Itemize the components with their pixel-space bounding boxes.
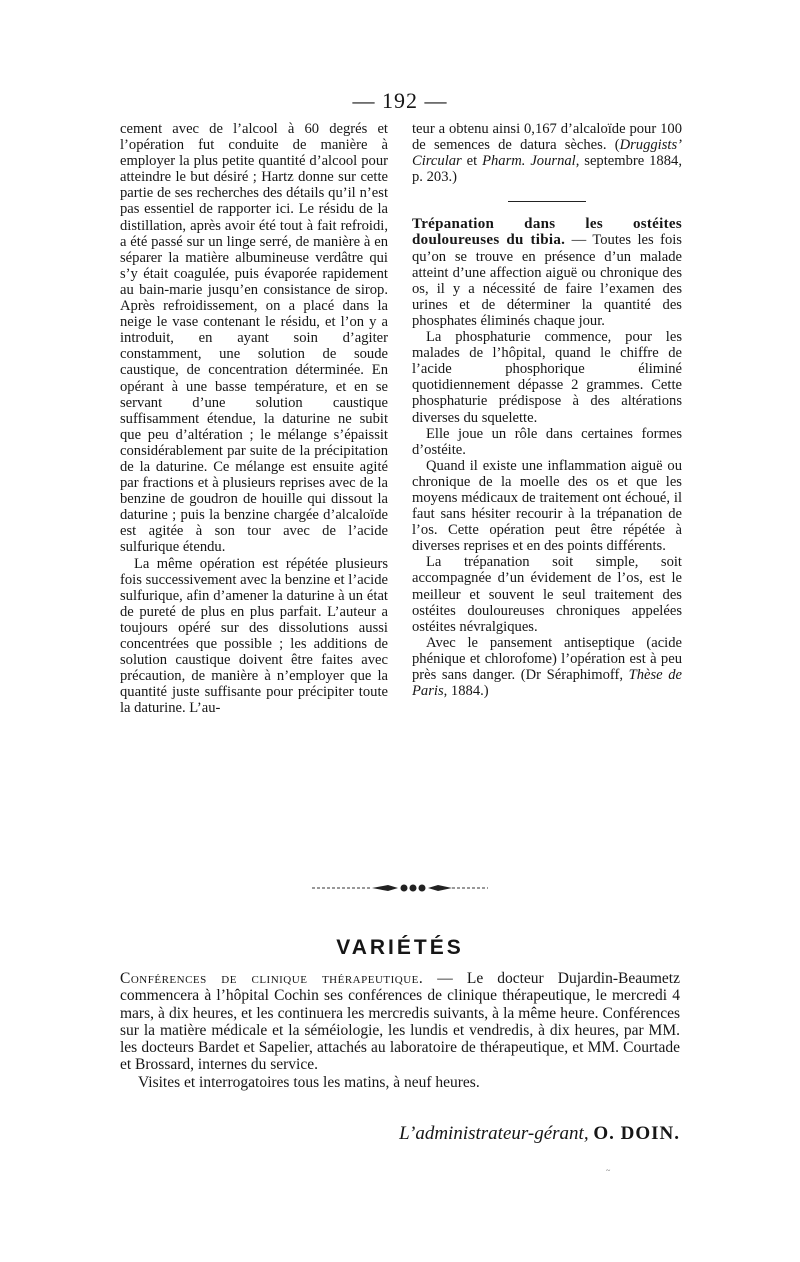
article-title: Trépanation dans les ostéites douloureuses du tibia. [412, 216, 682, 249]
intro-text-mid: et [461, 153, 483, 170]
conference-text: — Le docteur Dujardin-Beaumetz commencera à l’hôpital Cochin ses conférences de clinique thérapeutique, le mercredi 4 mars, à dix heures, et les continuera les mercredis suivants, à la même heure. Conférences sur la matière médicale et la séméiologie, les lundis et vendredis, à dix heures, par MM. les docteurs Bardet et Sapelier, attachés au laboratoire de thérapeutique, et MM. Courtade et Brossard, internes du service. [120, 970, 680, 1074]
left-column [120, 121, 388, 716]
section-title: VARIÉTÉS [336, 936, 464, 959]
conference-label: Conférences de clinique thérapeutique. [120, 970, 424, 987]
varietes-section [120, 970, 680, 1091]
last-text-end: , 1884.) [443, 683, 489, 700]
section-divider [508, 201, 586, 202]
page-number: — 192 — [352, 88, 448, 113]
signature-role: L’administrateur-gérant, [399, 1123, 589, 1144]
right-paragraph-3: Quand il existe une inflammation aiguë ou chronique de la moelle des os et que les moyens médicaux de traitement ont échoué, il faut sans hésiter recourir à la trépanation de l’os. Cette opération peut être répétée à diverses reprises et en des points différents. [412, 457, 682, 555]
signature-name: O. DOIN. [593, 1123, 680, 1144]
right-last-paragraph [412, 635, 682, 699]
left-paragraph-1: cement avec de l’alcool à 60 degrés et l’opération fut conduite de manière à employer la plus petite quantité d’alcool pour atteindre le but désiré ; Hartz donne sur cette partie de ses recherches des détails qu’il n’est pas essentiel de rapporter ici. Le résidu de la distillation, après avoir été tout à fait refroidi, a été passé sur un linge serré, de manière à en séparer la matière albumineuse verdâtre qui s’y était coagulée, puis évaporée rapidement au bain-marie jusqu’en consistance de sirop. Après refroidissement, on a placé dans la neige le vase contenant le résidu, et l’on y a introduit, en ayant soin d’agiter constamment, une solution de soude caustique, de concentration déterminée. En opérant à une basse température, et en se servant d’une solution caustique suffisamment étendue, la daturine ne subit que peu d’altération ; le mélange s’épaissit considérablement par suite de la précipitation de la daturine. Ce mélange est ensuite agité par fractions et à plusieurs reprises avec de la benzine de goudron de houille qui dissout la daturine ; puis la benzine chargée d’alcaloïde est agitée à son tour avec de l’acide sulfurique étendu. [120, 121, 388, 556]
visits-line: Visites et interrogatoires tous les matins, à neuf heures. [138, 1073, 480, 1091]
intro-reference-2: Pharm. Journal [482, 153, 576, 170]
left-paragraph-2: La même opération est répétée plusieurs fois successivement avec la benzine et l’acide sulfurique, afin d’amener la daturine à un état de pureté de plus en plus parfait. L’auteur a toujours opéré sur des dissolutions aussi concentrées que possible ; les additions de solution caustique doivent être faites avec précaution, de manière à n’employer que la quantité juste suffisante pour précipiter toute la daturine. L’au- [120, 555, 388, 717]
conference-announcement [120, 970, 680, 1074]
last-reference: Thèse de Paris [412, 667, 682, 700]
right-column [412, 121, 682, 699]
signature [360, 1123, 680, 1145]
intro-text-end: , septembre 1884, p. 203.) [412, 153, 682, 186]
footer-mark: ~ [606, 1166, 611, 1175]
ornament-divider [312, 883, 488, 893]
article-first-text: — Toutes les fois qu’on se trouve en présence d’un malade atteint d’une affection aiguë ou chronique des os, il y a nécessité de faire l’examen des urines et de déterminer la quantité des phosphates éliminés chaque jour. [412, 232, 682, 329]
article-first-paragraph [412, 216, 682, 329]
intro-text: teur a obtenu ainsi 0,167 d’alcaloïde pour 100 de semences de datura sèches. ( [412, 121, 682, 154]
right-paragraph-4: La trépanation soit simple, soit accompagnée d’un évidement de l’os, est le meilleur et souvent le seul traitement des ostéites douloureuses chroniques appelées ostéites névralgiques. [412, 554, 682, 635]
intro-reference: Druggists’ Circular [412, 137, 682, 170]
right-paragraph-2: Elle joue un rôle dans certaines formes d’ostéite. [412, 425, 682, 458]
right-intro-paragraph [412, 121, 682, 185]
right-paragraph-1: La phosphaturie commence, pour les malades de l’hôpital, quand le chiffre de l’acide phosphorique éliminé quotidiennement dépasse 2 grammes. Cette phosphaturie prédispose à des altérations diverses du squelette. [412, 329, 682, 426]
last-text: Avec le pansement antiseptique (acide phénique et chlorofome) l’opération est à peu près sans danger. (Dr Séraphimoff, [412, 634, 682, 683]
